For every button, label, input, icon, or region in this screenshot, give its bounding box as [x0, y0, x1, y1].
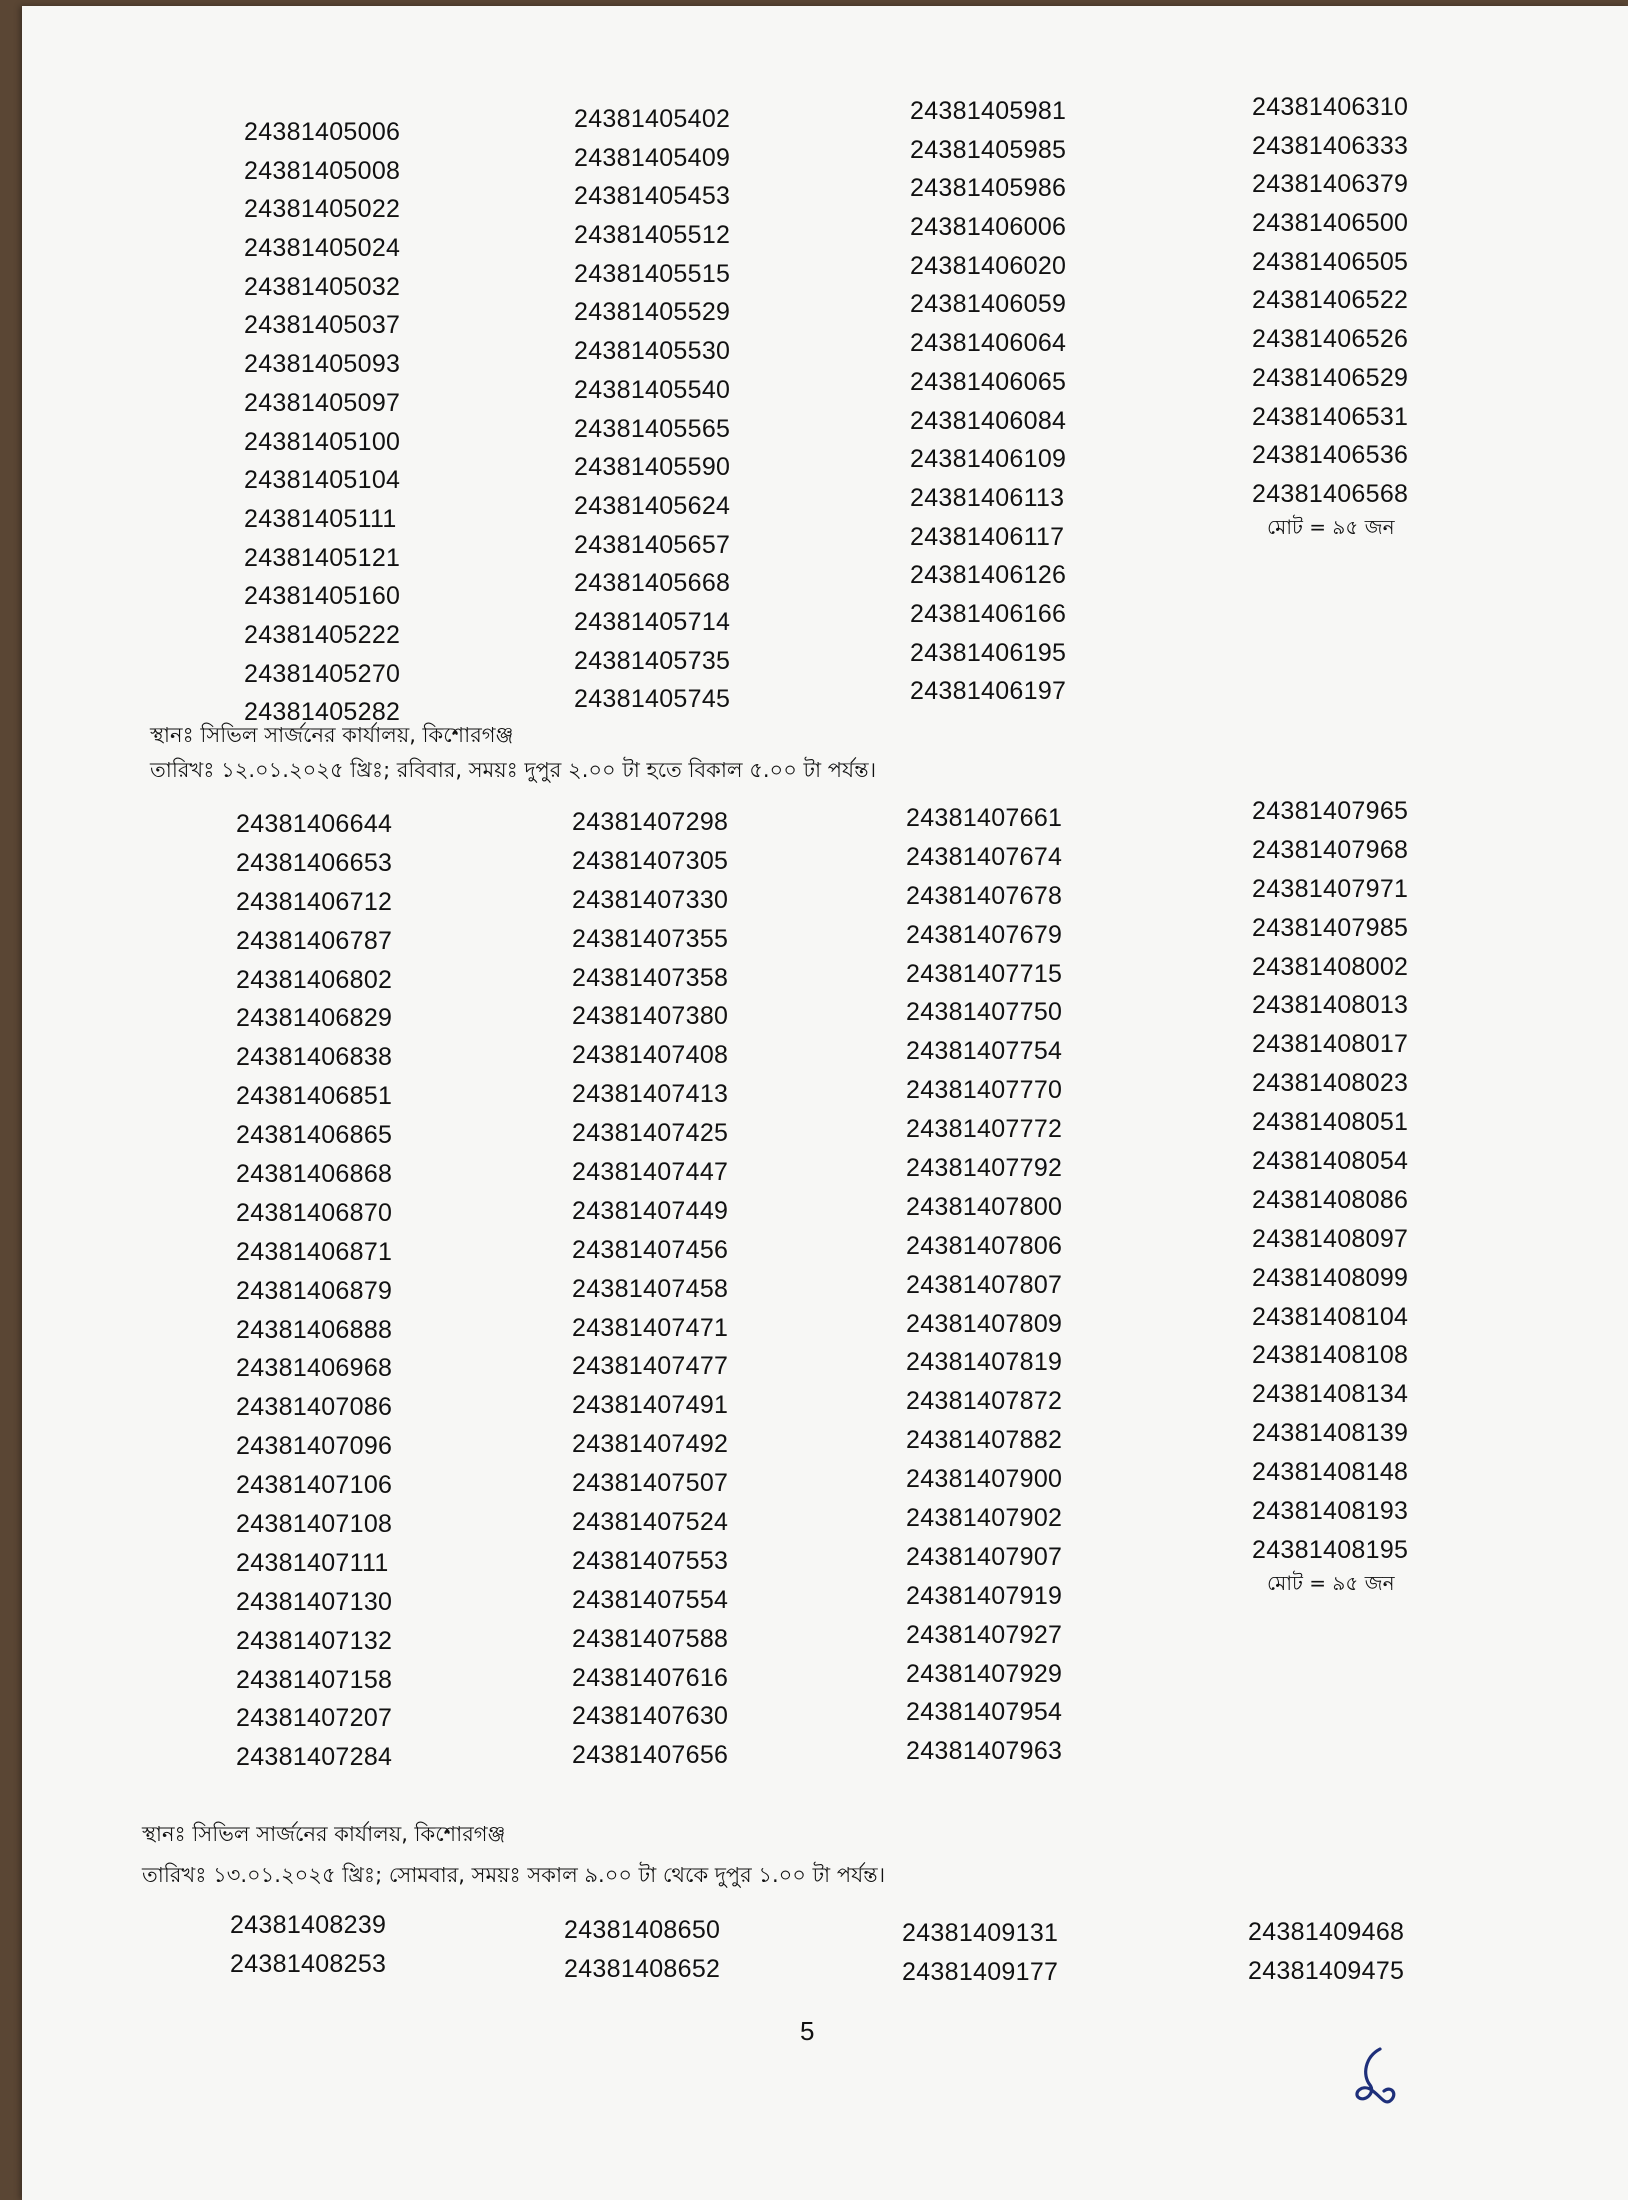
roll-number: 24381407380: [572, 1002, 729, 1031]
roll-number: 24381406505: [1252, 247, 1409, 276]
roll-number: 24381407491: [572, 1391, 729, 1420]
roll-number: 24381405668: [574, 569, 731, 598]
roll-number: 24381405981: [910, 97, 1067, 125]
roll-number: 24381407492: [572, 1430, 729, 1459]
roll-number: 24381407750: [906, 998, 1063, 1027]
roll-number: 24381406310: [1252, 93, 1409, 121]
roll-number: 24381405714: [574, 607, 731, 636]
roll-number: 24381407985: [1252, 913, 1409, 942]
roll-number: 24381405453: [574, 182, 731, 211]
roll-number: 24381407902: [906, 1504, 1063, 1533]
roll-number: 24381407456: [572, 1235, 729, 1264]
roll-number: 24381407792: [906, 1154, 1063, 1183]
roll-number: 24381406712: [236, 887, 393, 916]
block2-total: মোট = ৯৫ জন: [1267, 1570, 1395, 1595]
roll-number: 24381405282: [244, 698, 401, 727]
roll-number: 24381406117: [910, 522, 1065, 551]
roll-number: 24381407096: [236, 1432, 393, 1461]
roll-number: 24381407807: [906, 1270, 1063, 1299]
roll-number: 24381408099: [1252, 1263, 1409, 1292]
roll-number: 24381407919: [906, 1581, 1063, 1610]
roll-number: 24381405022: [244, 195, 401, 224]
roll-number: 24381407305: [572, 846, 729, 875]
roll-number: 24381405008: [244, 156, 401, 185]
roll-number: 24381407158: [236, 1665, 393, 1694]
roll-number: 24381407819: [906, 1348, 1063, 1377]
roll-number: 24381408097: [1252, 1224, 1409, 1253]
roll-number: 24381406109: [910, 445, 1067, 474]
roll-number: 24381407929: [906, 1659, 1063, 1688]
roll-number: 24381407715: [906, 959, 1063, 988]
roll-number: 24381405160: [244, 582, 401, 611]
roll-number: 24381405745: [574, 685, 731, 714]
roll-number: 24381407553: [572, 1546, 729, 1575]
roll-number: 24381407656: [572, 1741, 729, 1770]
block2-col1: [236, 805, 496, 1777]
roll-number: 24381405529: [574, 298, 731, 327]
roll-number: 24381407554: [572, 1585, 729, 1614]
block2-col3: [906, 799, 1166, 1771]
roll-number: 24381405565: [574, 414, 731, 443]
roll-number: 24381405985: [910, 135, 1067, 164]
roll-number: 24381406084: [910, 406, 1067, 435]
roll-number: 24381407674: [906, 842, 1063, 871]
roll-number: 24381406522: [1252, 286, 1409, 315]
roll-number: 24381407447: [572, 1158, 729, 1187]
block1-total: মোট = ৯৫ জন: [1267, 514, 1395, 539]
roll-number: 24381406529: [1252, 363, 1409, 392]
roll-number: 24381406968: [236, 1354, 393, 1383]
roll-number: 24381408054: [1252, 1147, 1409, 1176]
roll-number: 24381408086: [1252, 1185, 1409, 1214]
roll-number: 24381407207: [236, 1704, 393, 1733]
roll-number: 24381405735: [574, 646, 731, 675]
roll-number: 24381407900: [906, 1465, 1063, 1494]
roll-number: 24381406879: [236, 1276, 393, 1305]
roll-number: 24381406536: [1252, 441, 1409, 470]
roll-number: 24381408023: [1252, 1069, 1409, 1098]
roll-number: 24381408002: [1252, 952, 1409, 981]
roll-number: 24381407679: [906, 920, 1063, 949]
roll-number: 24381409131: [902, 1919, 1059, 1947]
roll-number: 24381406333: [1252, 131, 1409, 160]
roll-number: 24381406064: [910, 329, 1067, 358]
roll-number: 24381407477: [572, 1352, 729, 1381]
roll-number: 24381405402: [574, 105, 731, 133]
roll-number: 24381407616: [572, 1663, 729, 1692]
roll-number: 24381407330: [572, 885, 729, 914]
roll-number: 24381406568: [1252, 479, 1409, 508]
roll-number: 24381408193: [1252, 1497, 1409, 1526]
roll-number: 24381406531: [1252, 402, 1409, 431]
roll-number: 24381407358: [572, 963, 729, 992]
block3-col4: [1248, 1913, 1508, 1990]
roll-number: 24381406787: [236, 926, 393, 955]
roll-number: 24381407355: [572, 924, 729, 953]
roll-number: 24381408013: [1252, 991, 1409, 1020]
roll-number: 24381405024: [244, 234, 401, 263]
roll-number: 24381408051: [1252, 1108, 1409, 1137]
roll-number: 24381407413: [572, 1080, 729, 1109]
roll-number: 24381407661: [906, 804, 1063, 832]
roll-number: 24381407927: [906, 1620, 1063, 1649]
roll-number: 24381408017: [1252, 1030, 1409, 1059]
roll-number: 24381407809: [906, 1309, 1063, 1338]
roll-number: 24381405624: [574, 491, 731, 520]
roll-number: 24381406802: [236, 965, 393, 994]
roll-number: 24381405590: [574, 453, 731, 482]
roll-number: 24381407298: [572, 808, 729, 836]
roll-number: 24381405111: [244, 504, 397, 533]
block1-col3: [910, 92, 1170, 711]
roll-number: 24381405222: [244, 620, 401, 649]
block2-col2: [572, 803, 832, 1775]
roll-number: 24381407882: [906, 1426, 1063, 1455]
roll-number: 24381405530: [574, 337, 731, 366]
roll-number: 24381409475: [1248, 1956, 1405, 1985]
roll-number: 24381407458: [572, 1274, 729, 1303]
block2-col4: [1252, 792, 1512, 1596]
roll-number: 24381406059: [910, 290, 1067, 319]
roll-number: 24381405032: [244, 272, 401, 301]
roll-number: 24381406851: [236, 1082, 393, 1111]
roll-number: 24381406653: [236, 848, 393, 877]
roll-number: 24381407130: [236, 1587, 393, 1616]
roll-number: 24381406197: [910, 677, 1067, 706]
roll-number: 24381409177: [902, 1957, 1059, 1986]
roll-number: 24381405104: [244, 466, 401, 495]
roll-number: 24381405037: [244, 311, 401, 340]
roll-number: 24381407800: [906, 1192, 1063, 1221]
roll-number: 24381407449: [572, 1196, 729, 1225]
roll-number: 24381405121: [244, 543, 401, 572]
roll-number: 24381407678: [906, 881, 1063, 910]
roll-number: 24381407507: [572, 1469, 729, 1498]
block3-col1: [230, 1906, 490, 1983]
roll-number: 24381406065: [910, 367, 1067, 396]
roll-number: 24381405986: [910, 174, 1067, 203]
block3-col2: [564, 1911, 824, 1988]
block3-schedule: তারিখঃ ১৩.০১.২০২৫ খ্রিঃ; সোমবার, সময়ঃ সকাল ৯.০০ টা থেকে দুপুর ১.০০ টা পর্যন্ত।: [142, 1863, 886, 1887]
roll-number: 24381405540: [574, 375, 731, 404]
roll-number: 24381405515: [574, 259, 731, 288]
roll-number: 24381405093: [244, 350, 401, 379]
roll-number: 24381408650: [564, 1916, 721, 1944]
roll-number: 24381407106: [236, 1471, 393, 1500]
roll-number: 24381406870: [236, 1198, 393, 1227]
page-number: 5: [800, 2016, 815, 2046]
roll-number: 24381405006: [244, 118, 401, 146]
roll-number: 24381406865: [236, 1121, 393, 1150]
roll-number: 24381406500: [1252, 209, 1409, 238]
roll-number: 24381408148: [1252, 1458, 1409, 1487]
roll-number: 24381407971: [1252, 874, 1409, 903]
roll-number: 24381406166: [910, 599, 1067, 628]
roll-number: 24381408239: [230, 1911, 387, 1939]
roll-number: 24381405512: [574, 221, 731, 250]
signature-mark: [1340, 2045, 1410, 2115]
roll-number: 24381407907: [906, 1542, 1063, 1571]
roll-number: 24381406020: [910, 251, 1067, 280]
roll-number: 24381406113: [910, 483, 1065, 512]
block1-col4: [1252, 88, 1512, 540]
roll-number: 24381407968: [1252, 835, 1409, 864]
roll-number: 24381405097: [244, 388, 401, 417]
block1-col1: [244, 113, 504, 732]
roll-number: 24381406871: [236, 1237, 393, 1266]
block2-schedule: তারিখঃ ১২.০১.২০২৫ খ্রিঃ; রবিবার, সময়ঃ দুপুর ২.০০ টা হতে বিকাল ৫.০০ টা পর্যন্ত।: [150, 758, 877, 782]
roll-number: 24381407806: [906, 1231, 1063, 1260]
roll-number: 24381407471: [572, 1313, 729, 1342]
roll-number: 24381407425: [572, 1119, 729, 1148]
roll-number: 24381406006: [910, 213, 1067, 242]
roll-number: 24381408253: [230, 1949, 387, 1978]
roll-number: 24381407408: [572, 1041, 729, 1070]
roll-number: 24381407524: [572, 1508, 729, 1537]
roll-number: 24381408139: [1252, 1419, 1409, 1448]
roll-number: 24381408108: [1252, 1341, 1409, 1370]
block3-venue: স্থানঃ সিভিল সার্জনের কার্যালয়, কিশোরগঞ্জ: [142, 1822, 506, 1846]
block2-venue: স্থানঃ সিভিল সার্জনের কার্যালয়, কিশোরগঞ্জ: [150, 723, 514, 747]
roll-number: 24381407772: [906, 1115, 1063, 1144]
roll-number: 24381406868: [236, 1160, 393, 1189]
roll-number: 24381407770: [906, 1076, 1063, 1105]
roll-number: 24381405409: [574, 143, 731, 172]
roll-number: 24381408134: [1252, 1380, 1409, 1409]
roll-number: 24381407086: [236, 1393, 393, 1422]
roll-number: 24381405270: [244, 659, 401, 688]
roll-number: 24381406526: [1252, 325, 1409, 354]
roll-number: 24381407132: [236, 1626, 393, 1655]
roll-number: 24381406195: [910, 638, 1067, 667]
roll-number: 24381407754: [906, 1037, 1063, 1066]
roll-number: 24381405657: [574, 530, 731, 559]
roll-number: 24381406829: [236, 1004, 393, 1033]
roll-number: 24381406379: [1252, 170, 1409, 199]
block3-col3: [902, 1914, 1162, 1991]
roll-number: 24381407965: [1252, 797, 1409, 825]
roll-number: 24381407588: [572, 1624, 729, 1653]
roll-number: 24381407963: [906, 1737, 1063, 1766]
roll-number: 24381406838: [236, 1043, 393, 1072]
roll-number: 24381406126: [910, 561, 1067, 590]
roll-number: 24381406888: [236, 1315, 393, 1344]
roll-number: 24381406644: [236, 810, 393, 838]
roll-number: 24381405100: [244, 427, 401, 456]
roll-number: 24381407111: [236, 1548, 389, 1577]
roll-number: 24381407630: [572, 1702, 729, 1731]
roll-number: 24381408195: [1252, 1535, 1409, 1564]
roll-number: 24381408652: [564, 1954, 721, 1983]
roll-number: 24381407872: [906, 1387, 1063, 1416]
roll-number: 24381407954: [906, 1698, 1063, 1727]
roll-number: 24381409468: [1248, 1918, 1405, 1946]
roll-number: 24381407108: [236, 1510, 393, 1539]
roll-number: 24381408104: [1252, 1302, 1409, 1331]
block1-col2: [574, 100, 834, 719]
roll-number: 24381407284: [236, 1743, 393, 1772]
